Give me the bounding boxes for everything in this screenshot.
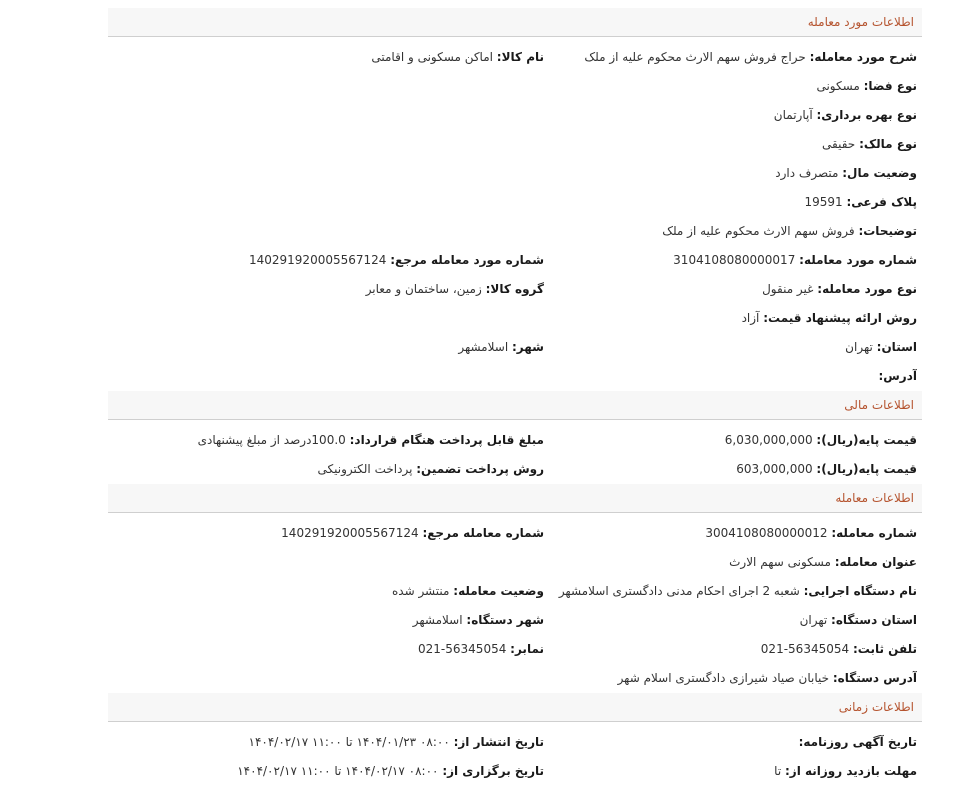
field-city [108, 333, 544, 362]
row-notes [108, 217, 922, 246]
field-deal-number [544, 519, 917, 548]
deal-details-page [108, 8, 922, 800]
field-label: وضعیت معامله: [453, 584, 544, 598]
row-owner-type [108, 130, 922, 159]
field-label: تلفن ثابت: [852, 642, 917, 656]
field-label: روش ارائه پیشنهاد قیمت: [763, 311, 917, 325]
section-header-deal: اطلاعات معامله [108, 484, 922, 513]
field-value: حراج فروش سهم الارث محکوم علیه از ملک [584, 50, 806, 64]
field-value: تهران [845, 340, 873, 354]
field-label: مهلت بازدید روزانه از: [785, 764, 917, 778]
field-label: شرح مورد معامله: [809, 50, 917, 64]
field-value: تا [774, 764, 782, 778]
field-label: نام دستگاه اجرایی: [803, 584, 917, 598]
field-value: خیابان صیاد شیرازی دادگستری اسلام شهر [617, 671, 830, 685]
row-item-number [108, 246, 922, 275]
row-province [108, 333, 922, 362]
field-item-number [544, 246, 917, 275]
field-base-price-2 [544, 455, 917, 484]
field-label: استان: [876, 340, 917, 354]
field-value: آپارتمان [773, 108, 813, 122]
field-value: 3004108080000012 [705, 526, 828, 540]
row-base-price-1 [108, 426, 922, 455]
row-address [108, 362, 922, 391]
field-label: تاریخ برگزاری از: [442, 764, 544, 778]
field-executor [544, 577, 917, 606]
row-space-type [108, 72, 922, 101]
field-label: قیمت پایه(ریال): [816, 433, 917, 447]
field-value: مسکونی [816, 79, 860, 93]
field-label: نمابر: [510, 642, 544, 656]
row-phone [108, 635, 922, 664]
field-label: نام کالا: [496, 50, 544, 64]
field-visit-deadline [544, 757, 917, 786]
field-province [544, 333, 917, 362]
field-address [108, 362, 917, 391]
row-org-address [108, 664, 922, 693]
field-label: وضعیت مال: [842, 166, 917, 180]
field-label: عنوان معامله: [834, 555, 917, 569]
field-label: شماره معامله: [831, 526, 917, 540]
field-owner-type [108, 130, 917, 159]
field-value: مسکونی سهم الارث [729, 555, 831, 569]
field-space-type [108, 72, 917, 101]
field-goods-group [108, 275, 544, 304]
field-value: 6,030,000,000 [724, 433, 813, 447]
field-org-address [108, 664, 917, 693]
field-fax [108, 635, 544, 664]
field-value: اسلامشهر [412, 613, 463, 627]
field-value: اماکن مسکونی و اقامتی [371, 50, 493, 64]
field-label: گروه کالا: [485, 282, 544, 296]
field-value: 140291920005567124 [248, 253, 387, 267]
field-publish-date [108, 728, 544, 757]
field-value: غیر منقول [762, 282, 814, 296]
row-deal-title [108, 548, 922, 577]
row-visit-holding [108, 757, 922, 786]
field-price-method [108, 304, 917, 333]
subject-fields [108, 37, 922, 391]
field-item-kind [544, 275, 917, 304]
financial-fields [108, 420, 922, 484]
field-label: شماره مورد معامله مرجع: [390, 253, 544, 267]
field-item-name [108, 43, 544, 72]
field-contract-payment [108, 426, 544, 455]
field-value: تهران [799, 613, 828, 627]
field-value: فروش سهم الارث محکوم علیه از ملک [662, 224, 855, 238]
field-label: قیمت پایه(ریال): [816, 462, 917, 476]
field-label: نوع مالک: [859, 137, 917, 151]
field-label: روش پرداخت تضمین: [416, 462, 544, 476]
field-holding-date [108, 757, 544, 786]
timing-fields [108, 722, 922, 786]
row-executor [108, 577, 922, 606]
field-usage-type [108, 101, 917, 130]
field-label: تاریخ انتشار از: [453, 735, 544, 749]
section-header-financial: اطلاعات مالی [108, 391, 922, 420]
field-deal-status [108, 577, 544, 606]
field-label: استان دستگاه: [831, 613, 917, 627]
field-value: 56345054-021 [760, 642, 850, 656]
field-label: شهر: [512, 340, 544, 354]
field-label: نوع مورد معامله: [817, 282, 917, 296]
field-value: 100.0درصد از مبلغ پیشنهادی [197, 433, 346, 447]
field-base-price-1 [544, 426, 917, 455]
field-label: توضیحات: [858, 224, 917, 238]
field-label: نوع فضا: [863, 79, 917, 93]
field-label: مبلغ قابل پرداخت هنگام قرارداد: [349, 433, 544, 447]
row-org-province [108, 606, 922, 635]
row-base-price-2 [108, 455, 922, 484]
field-deal-title [108, 548, 917, 577]
field-value: حقیقی [822, 137, 856, 151]
field-phone [544, 635, 917, 664]
field-value: آزاد [741, 311, 760, 325]
field-value: منتشر شده [391, 584, 450, 598]
field-label: نوع بهره برداری: [816, 108, 917, 122]
field-property-status [108, 159, 917, 188]
field-value: اسلامشهر [458, 340, 509, 354]
field-label: آدرس: [878, 369, 917, 383]
field-guarantee-method [108, 455, 544, 484]
field-value: 603,000,000 [736, 462, 813, 476]
field-notes [108, 217, 917, 246]
field-ref-number [108, 246, 544, 275]
field-label: شماره معامله مرجع: [422, 526, 544, 540]
deal-fields [108, 513, 922, 693]
row-item-kind [108, 275, 922, 304]
row-price-method [108, 304, 922, 333]
row-property-status [108, 159, 922, 188]
field-value: شعبه 2 اجرای احکام مدنی دادگستری اسلامشهر [558, 584, 800, 598]
field-description [544, 43, 917, 72]
row-usage-type [108, 101, 922, 130]
field-value: ۰۸:۰۰ ۱۴۰۴/۰۱/۲۳ تا ۱۱:۰۰ ۱۴۰۴/۰۲/۱۷ [248, 735, 450, 749]
field-value: پرداخت الکترونیکی [317, 462, 413, 476]
row-description [108, 43, 922, 72]
field-value: زمین، ساختمان و معابر [365, 282, 482, 296]
field-label: شماره مورد معامله: [799, 253, 917, 267]
field-value: 56345054-021 [418, 642, 507, 656]
field-newspaper-date [544, 728, 917, 757]
row-deal-number [108, 519, 922, 548]
field-sub-plate [108, 188, 917, 217]
field-label: شهر دستگاه: [466, 613, 544, 627]
row-newspaper-publish [108, 728, 922, 757]
section-header-timing: اطلاعات زمانی [108, 693, 922, 722]
section-header-subject: اطلاعات مورد معامله [108, 8, 922, 37]
field-value: 140291920005567124 [281, 526, 419, 540]
field-label: تاریخ آگهی روزنامه: [798, 735, 917, 749]
field-value: ۰۸:۰۰ ۱۴۰۴/۰۲/۱۷ تا ۱۱:۰۰ ۱۴۰۴/۰۲/۱۷ [237, 764, 439, 778]
field-value: متصرف دارد [775, 166, 839, 180]
field-value: 3104108080000017 [673, 253, 796, 267]
field-label: پلاک فرعی: [846, 195, 917, 209]
field-value: 19591 [804, 195, 843, 209]
row-sub-plate [108, 188, 922, 217]
field-label: آدرس دستگاه: [832, 671, 917, 685]
field-org-city [108, 606, 544, 635]
field-deal-ref-number [108, 519, 544, 548]
field-org-province [544, 606, 917, 635]
